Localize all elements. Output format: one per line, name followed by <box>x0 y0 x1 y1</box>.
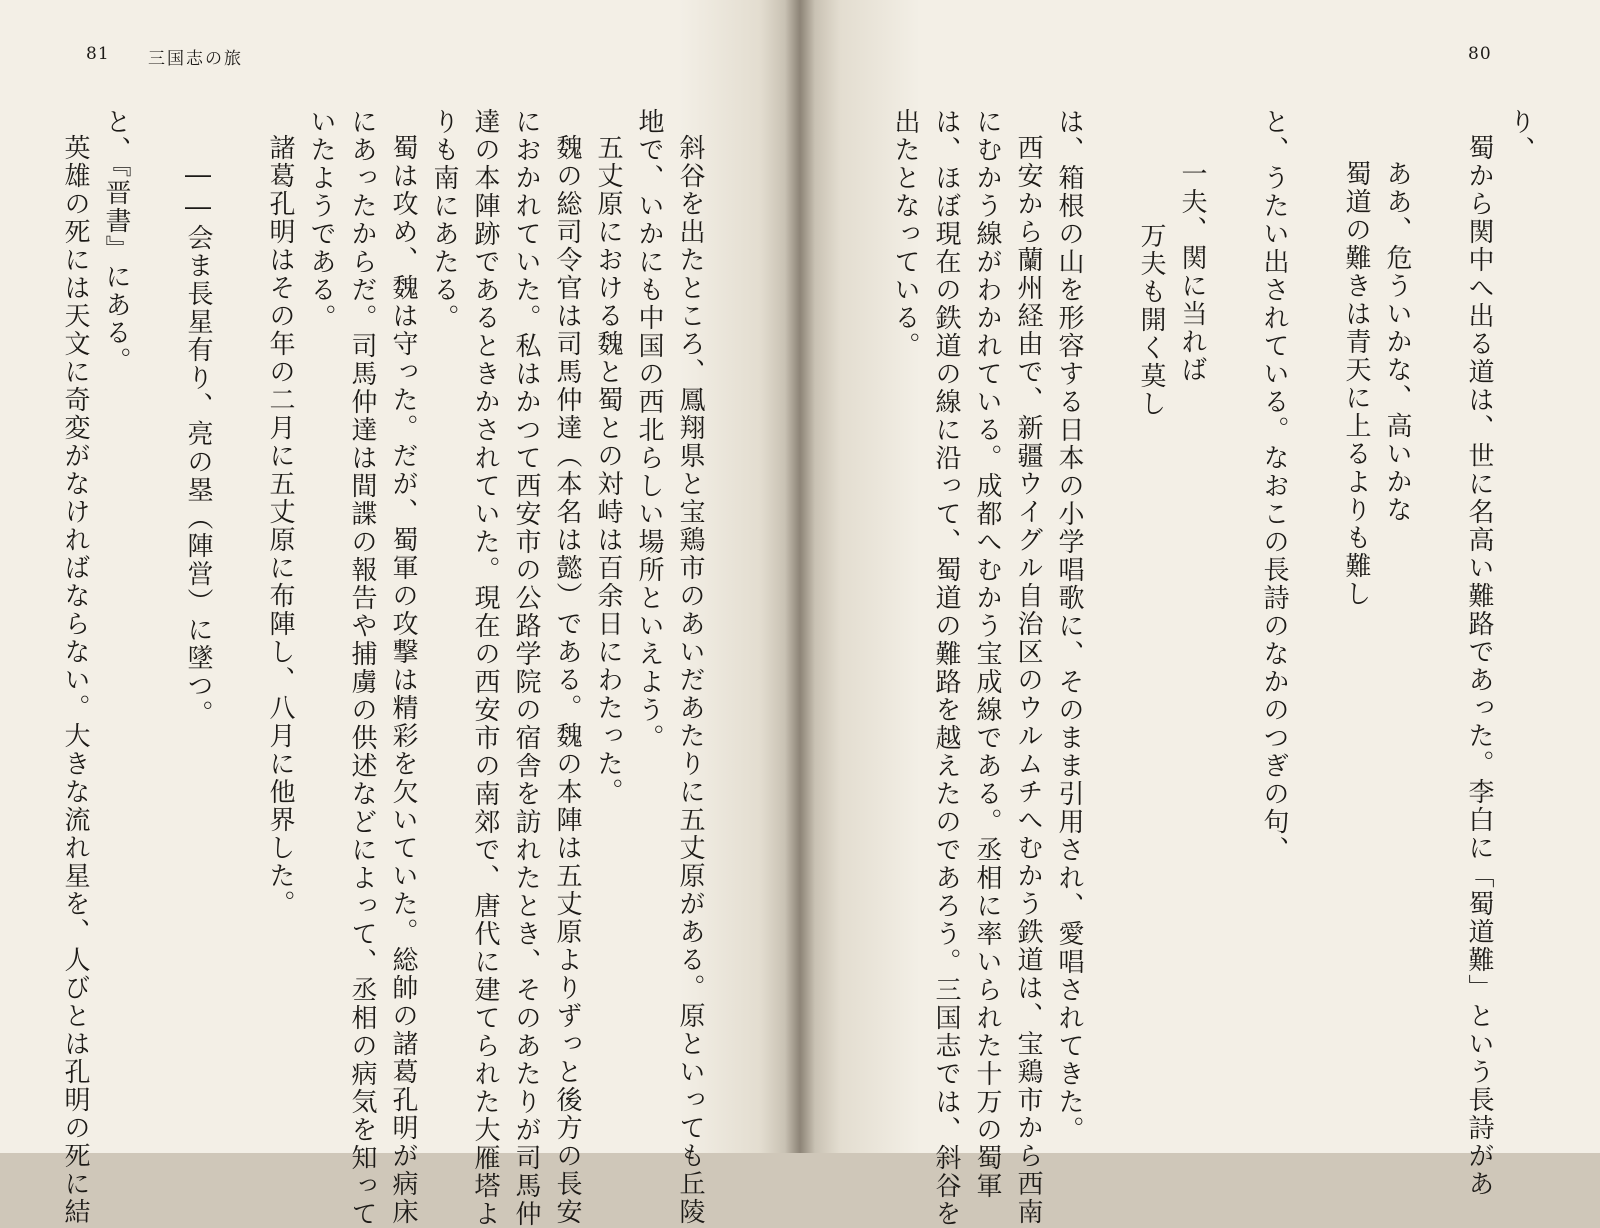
text-line <box>1089 108 1130 1108</box>
text-line: 斜谷を出たところ、鳳翔県と宝鶏市のあいだあたりに五丈原がある。原といっても丘陵 <box>675 134 705 1226</box>
text-line: 五丈原における魏と蜀との対峙は百余日にわたった。 <box>593 134 623 806</box>
text-line: 英雄の死には天文に奇変がなければならない。大きな流れ星を、人びとは孔明の死に結 <box>60 134 90 1226</box>
text-line: 蜀道の難きは青天に上るよりも難し <box>1341 160 1371 608</box>
text-line: におかれていた。私はかつて西安市の公路学院の宿舎を訪れたとき、そのあたりが司馬仲 <box>511 108 541 1228</box>
text-line: は、ほぼ現在の鉄道の線に沿って、蜀道の難路を越えたのであろう。三国志では、斜谷を <box>931 108 961 1228</box>
text-line: 蜀は攻め、魏は守った。だが、蜀軍の攻撃は精彩を欠いていた。総帥の諸葛孔明が病床 <box>388 134 418 1226</box>
right-page-body <box>860 108 1540 1228</box>
left-page-number: 81 <box>86 44 110 64</box>
text-line: 諸葛孔明はその年の二月に五丈原に布陣し、八月に他界した。 <box>265 134 295 918</box>
text-line: は、箱根の山を形容する日本の小学唱歌に、そのまま引用され、愛唱されてきた。 <box>1054 108 1084 1144</box>
text-line: にむかう線がわかれている。成都へむかう宝成線である。丞相に率いられた十万の蜀軍 <box>972 108 1002 1200</box>
right-page-number: 80 <box>1468 44 1492 64</box>
text-line <box>1212 108 1253 1108</box>
text-line: 地で、いかにも中国の西北らしい場所といえよう。 <box>634 108 664 752</box>
left-page-body <box>60 108 710 1228</box>
text-line: 魏の総司令官は司馬仲達（本名は懿）である。魏の本陣は五丈原よりずっと後方の長安 <box>552 134 582 1226</box>
text-line: と、『晋書』にある。 <box>101 108 131 375</box>
text-line: と、うたい出されている。なおこの長詩のなかのつぎの句、 <box>1259 108 1289 864</box>
text-line: いたようである。 <box>306 108 336 332</box>
text-line: 達の本陣跡であるときかされていた。現在の西安市の南郊で、唐代に建てられた大雁塔よ <box>470 108 500 1228</box>
text-line: 西安から蘭州経由で、新疆ウイグル自治区のウルムチへむかう鉄道は、宝鶏市から西南 <box>1013 134 1043 1226</box>
text-line <box>1294 108 1335 1108</box>
text-line: 出たとなっている。 <box>890 108 920 360</box>
text-line <box>1417 108 1458 1108</box>
text-line: 万夫も開く莫し <box>1136 222 1166 419</box>
text-line: ああ、危ういかな、高いかな <box>1382 160 1412 524</box>
text-line: ――会ま長星有り、亮の塁（陣営）に墜つ。 <box>183 160 213 728</box>
right-page <box>800 0 1600 1228</box>
text-line: にあったからだ。司馬仲達は間諜の報告や捕虜の供述などによって、丞相の病気を知って <box>347 108 377 1228</box>
running-title: 三国志の旅 <box>148 49 243 69</box>
text-line <box>136 108 177 1108</box>
text-line <box>218 108 259 1108</box>
text-line: り、 <box>1505 108 1535 164</box>
text-line: 蜀から関中へ出る道は、世に名高い難路であった。李白に「蜀道難」という長詩があ <box>1464 134 1494 1198</box>
text-line: りも南にあたる。 <box>429 108 459 332</box>
text-line: 一夫、関に当れば <box>1177 160 1207 384</box>
